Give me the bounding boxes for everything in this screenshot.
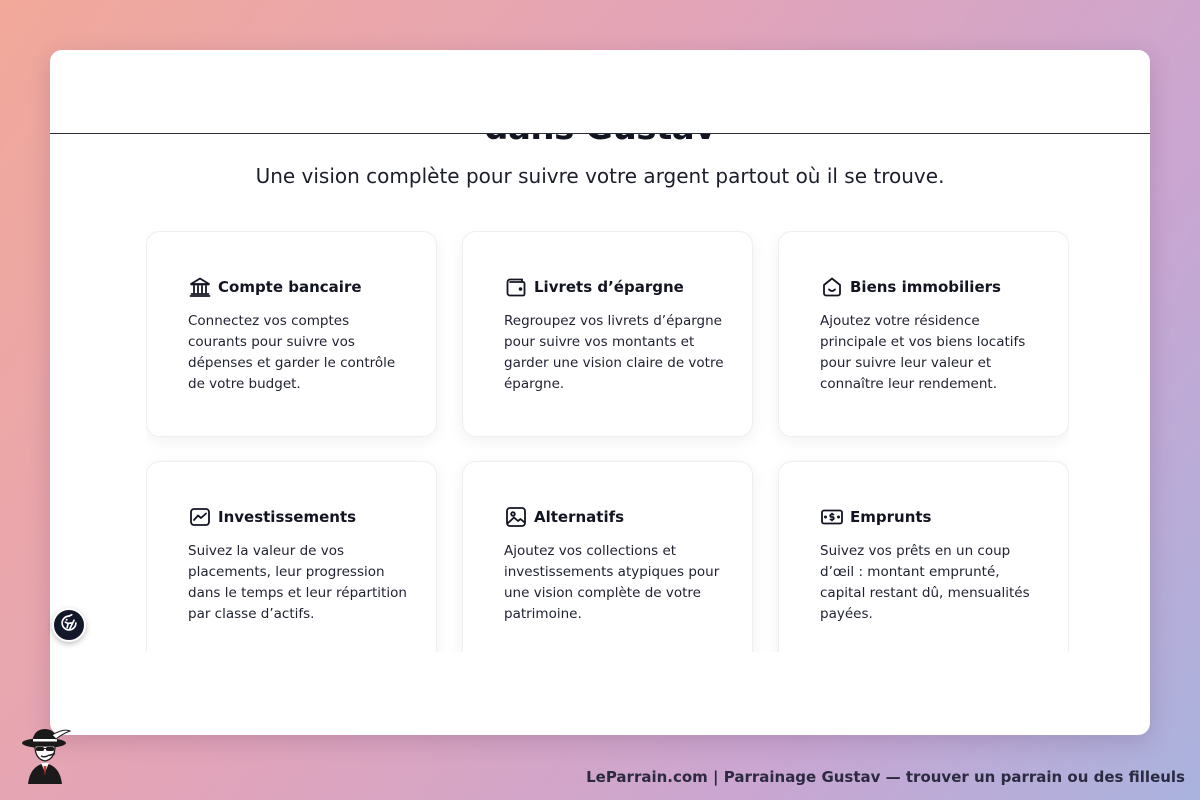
feature-card-biens-immobiliers <box>778 231 1069 437</box>
footer-caption: LeParrain.com | Parrainage Gustav — trouver un parrain ou des filleuls <box>586 768 1185 786</box>
feature-card-emprunts <box>778 461 1069 652</box>
banknote-icon <box>820 505 844 529</box>
sticky-header <box>50 50 1150 134</box>
feature-card-investissements <box>146 461 437 652</box>
section-subtitle: Une vision complète pour suivre votre argent partout où il se trouve. <box>255 164 945 188</box>
accessibility-icon <box>58 612 80 638</box>
card-title: Compte bancaire <box>218 278 362 296</box>
house-icon <box>820 275 844 299</box>
card-title: Investissements <box>218 508 357 526</box>
bank-icon <box>188 275 212 299</box>
chart-line-icon <box>188 505 212 529</box>
feature-grid <box>146 231 1069 652</box>
accessibility-widget-button[interactable] <box>52 608 86 642</box>
card-description: Connectez vos comptes courants pour suivre vos dépenses et garder le contrôle de votre budget. <box>188 313 396 392</box>
card-description: Regroupez vos livrets d’épargne pour suivre vos montants et garder une vision claire de votre épargne. <box>504 313 724 392</box>
feature-card-compte-bancaire <box>146 231 437 437</box>
feature-card-livrets-epargne <box>462 231 753 437</box>
card-title: Emprunts <box>850 508 932 526</box>
parrain-mascot-logo <box>16 726 74 786</box>
feature-card-alternatifs <box>462 461 753 652</box>
card-description: Ajoutez votre résidence principale et vos biens locatifs pour suivre leur valeur et connaître leur rendement. <box>820 313 1026 392</box>
image-icon <box>504 505 528 529</box>
card-title: Livrets d’épargne <box>534 278 684 296</box>
card-title: Alternatifs <box>534 508 625 526</box>
card-description: Suivez la valeur de vos placements, leur progression dans le temps et leur répartition par classe d’actifs. <box>188 543 407 622</box>
wallet-icon <box>504 275 528 299</box>
card-description: Ajoutez vos collections et investissements atypiques pour une vision complète de votre patrimoine. <box>504 543 720 622</box>
card-title: Biens immobiliers <box>850 278 1001 296</box>
card-description: Suivez vos prêts en un coup d’œil : montant emprunté, capital restant dû, mensualités payées. <box>820 543 1030 622</box>
browser-window <box>50 50 1150 735</box>
